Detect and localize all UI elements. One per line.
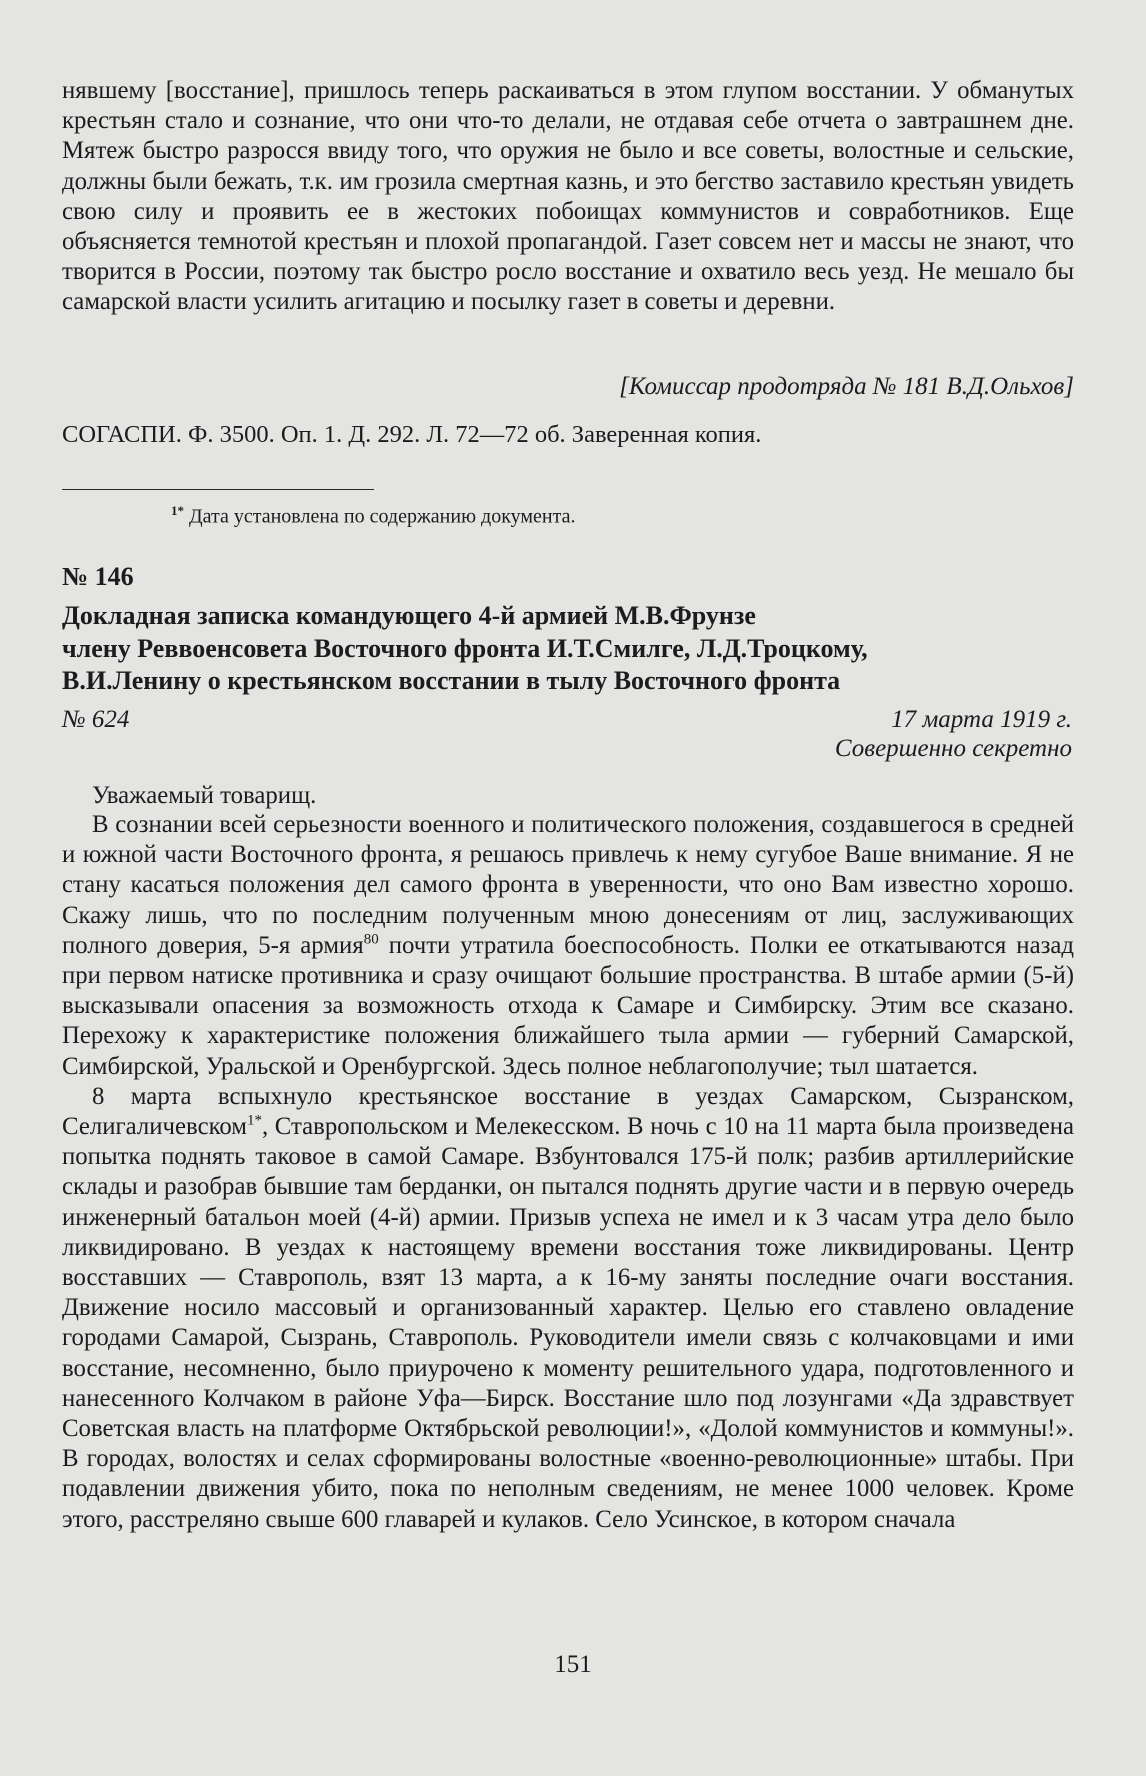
document-title (62, 600, 1074, 698)
paragraph-text: В сознании всей серьезности военного и политического положения, создавшегося в средней и южной части Восточного фронта, я решаюсь привлечь к нему сугубое Ваше внимание. Я не стану касаться положения дел самого фронта в уверенности, что оно Вам известно хорошо. Скажу лишь, что по последним полученным мною донесениям от лиц, заслуживающих полного доверия, 5-я армия (62, 811, 1074, 959)
paragraph-text: , Ставропольском и Мелекесском. В ночь с 10 на 11 марта была произведена попытка поднять таковое в самой Самаре. Взбунтовался 175-й полк; разбив артиллерийские склады и разобрав бывшие там берданки, он пытался поднять другие части и в первую очередь инженерный батальон моей (4-й) армии. Призыв успеха не имел и к 3 часам утра дело было ликвидировано. В уездах к настоящему времени восстания тоже ликвидированы. Центр восставших — Ставрополь, взят 13 марта, а к 16-му заняты последние очаги восстания. Движение носило массовый и организованный характер. Целью его ставлено овладение городами Самарой, Сызрань, Ставрополь. Руководители имели связь с колчаковцами и ими восстание, несомненно, было приурочено к моменту решительного удара, подготовленного и нанесенного Колчаком в районе Уфа—Бирск. Восстание шло под лозунгами «Да здравствует Советская власть на платформе Октябрьской революции!», «Долой коммунистов и коммуны!». В городах, волостях и селах сформированы волостные «военно-революционные» штабы. При подавлении движения убито, пока по неполным сведениям, не менее 1000 человек. Кроме этого, расстреляно свыше 600 главарей и кулаков. Село Усинское, в котором сначала (62, 1113, 1074, 1533)
note-ref: 80 (363, 931, 379, 948)
classification: Совершенно секретно (834, 735, 1072, 762)
title-line: В.И.Ленину о крестьянском восстании в тылу Восточного фронта (62, 666, 841, 695)
document-date: 17 марта 1919 г. (891, 706, 1072, 733)
archive-reference: СОГАСПИ. Ф. 3500. Оп. 1. Д. 292. Л. 72—72 об. Заверенная копия. (62, 421, 762, 448)
tail-paragraph: нявшему [восстание], пришлось теперь раскаиваться в этом глупом восстании. У обманутых крестьян стало и сознание, что они что-то делали, не отдавая себе отчета о завтрашнем дне. Мятеж быстро разросся ввиду того, что оружия не было и все советы, волостные и сельские, должны были бежать, т.к. им грозила смертная казнь, и это бегство заставило крестьян увидеть свою силу и проявить ее в жестоких побоищах коммунистов и совработников. Еще объясняется темнотой крестьян и плохой пропагандой. Газет совсем нет и массы не знают, что творится в России, поэтому так быстро росло восстание и охватило весь уезд. Не мешало бы самарской власти усилить агитацию и посылку газет в советы и деревни. (62, 77, 1074, 316)
body-paragraph (62, 1082, 1074, 1535)
footnote (171, 498, 575, 530)
title-line: Докладная записка командующего 4-й армией М.В.Фрунзе (62, 601, 756, 630)
page-number: 151 (554, 1651, 592, 1678)
salutation: Уважаемый товарищ. (92, 782, 317, 809)
date-block (835, 705, 1072, 763)
reference-number: № 624 (62, 706, 130, 733)
title-line: члену Реввоенсовета Восточного фронта И.Т.Смилге, Л.Д.Троцкому, (62, 633, 868, 663)
footnote-divider (62, 489, 374, 490)
body-text (62, 810, 1074, 1535)
footnote-mark: 1* (171, 503, 184, 518)
signature: [Комиссар продотряда № 181 В.Д.Ольхов] (619, 373, 1074, 400)
paragraph-text: 8 марта вспыхнуло крестьянское восстание в уездах Самарском, Сызранском, Селигаличевском (62, 1082, 1074, 1141)
paragraph-text: почти утратила боеспособность. Полки ее откатываются назад при первом натиске противника и сразу очищают большие пространства. В штабе армии (5-й) высказывали опасения за возможность отхода к Самаре и Симбирску. Этим все сказано. Перехожу к характеристике положения ближайшего тыла армии — губерний Самарской, Симбирской, Уральской и Оренбургской. Здесь полное неблагополучие; тыл шатается. (62, 931, 1074, 1080)
previous-document-tail (62, 76, 1074, 318)
footnote-text: Дата установлена по содержанию документа. (189, 505, 576, 528)
body-paragraph (62, 810, 1074, 1082)
document-number: № 146 (62, 562, 134, 591)
note-ref: 1* (246, 1112, 262, 1129)
